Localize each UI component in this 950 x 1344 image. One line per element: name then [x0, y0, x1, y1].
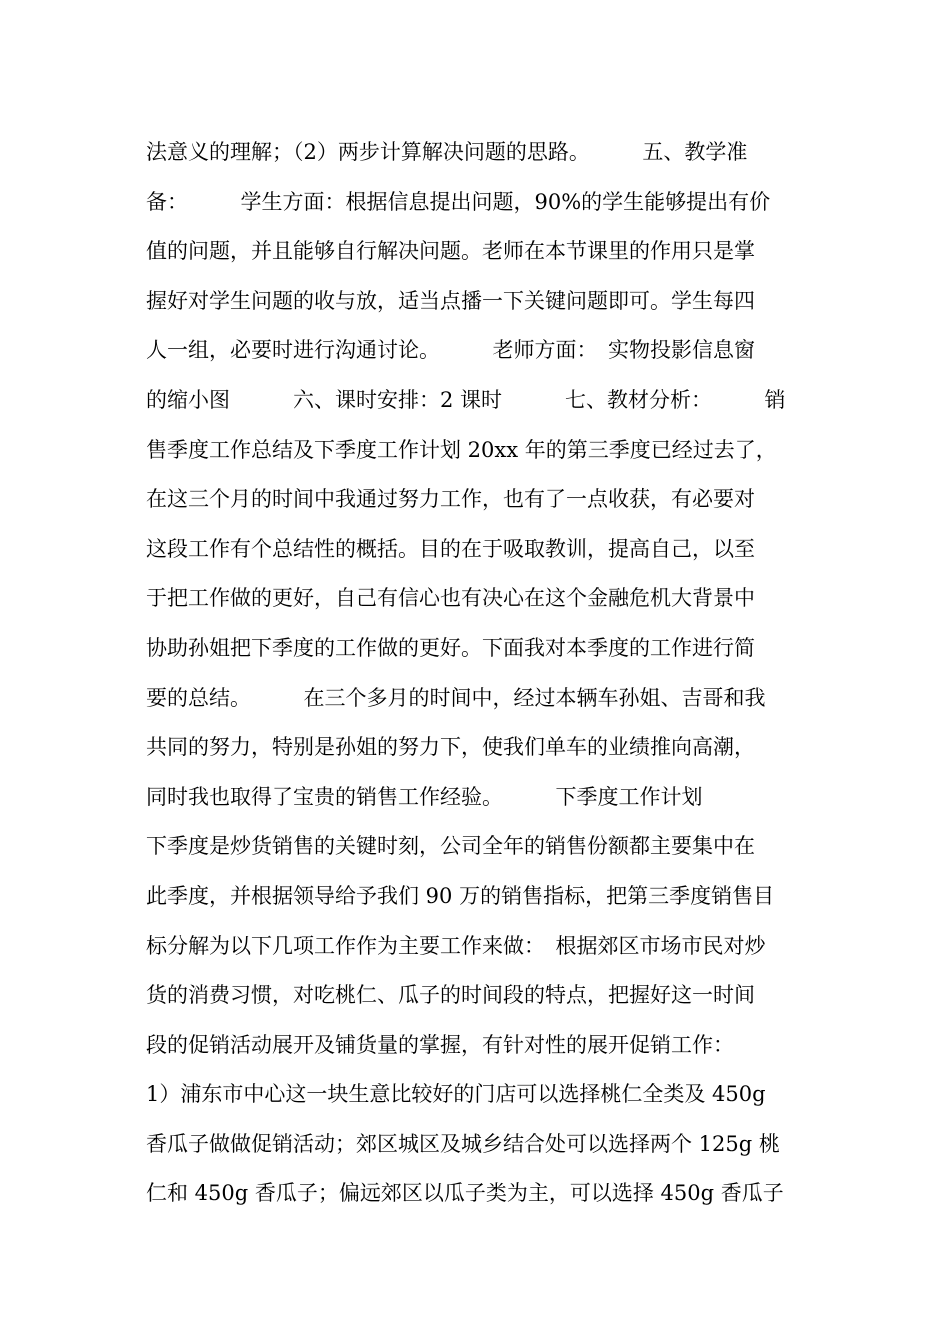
- text-line: 此季度，并根据领导给予我们 90 万的销售指标，把第三季度销售目: [146, 883, 775, 908]
- text-line: 段的促销活动展开及铺货量的掌握，有针对性的展开促销工作：: [146, 1032, 734, 1057]
- text-line: 香瓜子做做促销活动；郊区城区及城乡结合处可以选择两个 125g 桃: [146, 1131, 780, 1156]
- text-line: 的缩小图 六、课时安排：2 课时 七、教材分析： 销: [146, 387, 786, 412]
- text-line: 共同的努力，特别是孙姐的努力下，使我们单车的业绩推向高潮，: [146, 735, 755, 760]
- text-line: 货的消费习惯，对吃桃仁、瓜子的时间段的特点，把握好这一时间: [146, 983, 755, 1008]
- text-line: 同时我也取得了宝贵的销售工作经验。 下季度工作计划: [146, 784, 703, 809]
- text-line: 握好对学生问题的收与放，适当点播一下关键问题即可。学生每四: [146, 288, 755, 313]
- text-line: 法意义的理解；（2）两步计算解决问题的思路。 五、教学准: [146, 140, 748, 164]
- text-line: 1）浦东市中心这一块生意比较好的门店可以选择桃仁全类及 450g: [146, 1082, 766, 1107]
- document-body: [146, 128, 818, 1219]
- text-line: 标分解为以下几项工作作为主要工作来做： 根据郊区市场市民对炒: [146, 933, 766, 958]
- text-line: 人一组，必要时进行沟通讨论。 老师方面： 实物投影信息窗: [146, 338, 755, 363]
- text-line: 售季度工作总结及下季度工作计划 20xx 年的第三季度已经过去了，: [146, 437, 777, 462]
- text-line: 协助孙姐把下季度的工作做的更好。下面我对本季度的工作进行简: [146, 635, 755, 660]
- text-line: 这段工作有个总结性的概括。目的在于吸取教训，提高自己，以至: [146, 536, 755, 561]
- text-line: 于把工作做的更好，自己有信心也有决心在这个金融危机大背景中: [146, 586, 755, 611]
- text-line: 备： 学生方面：根据信息提出问题，90%的学生能够提出有价: [146, 189, 771, 214]
- text-line: 在这三个月的时间中我通过努力工作，也有了一点收获，有必要对: [146, 487, 755, 512]
- text-line: 下季度是炒货销售的关键时刻，公司全年的销售份额都主要集中在: [146, 834, 755, 859]
- text-line: 仁和 450g 香瓜子；偏远郊区以瓜子类为主，可以选择 450g 香瓜子: [146, 1181, 784, 1206]
- text-line: 要的总结。 在三个多月的时间中，经过本辆车孙姐、吉哥和我: [146, 685, 766, 710]
- text-line: 值的问题，并且能够自行解决问题。老师在本节课里的作用只是掌: [146, 239, 755, 264]
